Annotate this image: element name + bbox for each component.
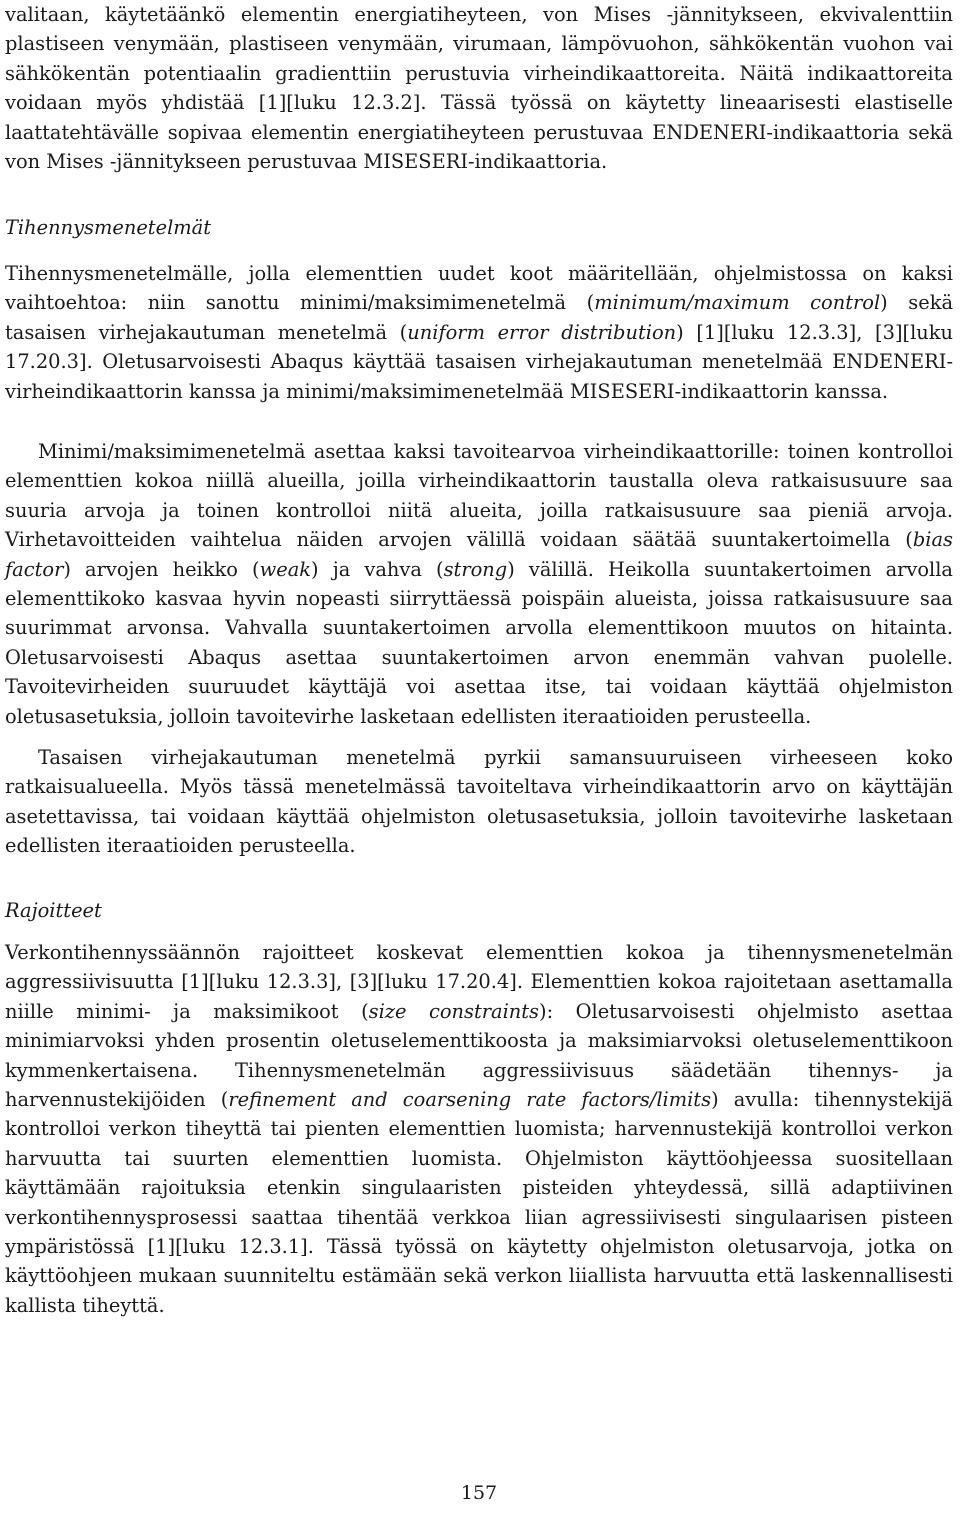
page-number: 157: [460, 1482, 498, 1504]
paragraph-uniform-error-method: [5, 743, 953, 861]
text-run: ) arvojen heikko (: [63, 557, 260, 581]
paragraph-constraints: [5, 938, 953, 1320]
text-run: Tasaisen virhejakautuman menetelmä pyrkii samansuuruiseen virheeseen koko ratkaisualueella. Myös tässä menetelmässä tavoiteltava virheindikaattorin arvo on käyttäjän asetettavissa, tai voidaan käyttää ohjelmiston oletusasetuksia, jolloin tavoitevirhe lasketaan edellisten iteraatioiden perusteella.: [5, 746, 953, 858]
text-run: ) avulla: tihennystekijä kontrolloi verkon tiheyttä tai pienten elementtien luomista; harvennustekijä kontrolloi verkon harvuutta tai suurten elementtien luomista. Ohjelmiston käyttöohjeessa suositellaan käyttämään rajoituksia etenkin singulaaristen pisteiden yhteydessä, sillä adaptiivinen verkontihennysprosessi saattaa tihentää verkkoa liian agressiivisesti singulaarisen pisteen ympäristössä [1][luku 12.3.1]. Tässä työssä on käytetty ohjelmiston oletusarvoja, jotka on käyttöohjeen mukaan suunniteltu estämään sekä verkon liiallista harvuutta että laskennallisesti kallista tiheyttä.: [5, 1088, 953, 1317]
text-run: ) sekä tasaisen virhejakautuman menetelmä (: [5, 291, 954, 344]
document-page: [5, 0, 953, 1514]
italic-term: uniform error distribution: [407, 320, 677, 344]
italic-term: weak: [259, 557, 312, 581]
paragraph-min-max-method: [5, 437, 953, 731]
italic-term: refinement and coarsening rate factors/limits: [228, 1088, 712, 1112]
text-run: Minimi/maksimimenetelmä asettaa kaksi tavoitearvoa virheindikaattorille: toinen kontrolloi elementtien kokoa niillä alueilla, joilla virheindikaattorin taustalla oleva ratkaisusuure saa suuria arvoja ja toinen kontrolloi niitä alueita, joilla ratkaisusuure saa pieniä arvoja. Virhetavoitteiden vaihtelua näiden arvojen välillä voidaan säätää suuntakertoimella (: [5, 440, 953, 552]
italic-term: strong: [443, 557, 508, 581]
text-run: Verkontihennyssäännön rajoitteet koskevat elementtien kokoa ja tihennysmenetelmän aggressiivisuutta [1][luku 12.3.3], [3][luku 17.20.4]. Elementtien kokoa rajoitetaan asettamalla niille minimi- ja maksimikoot (: [5, 941, 953, 1023]
text-run: ) [1][luku 12.3.3], [3][luku 17.20.3]. Oletusarvoisesti Abaqus käyttää tasaisen virhejakautuman menetelmää ENDENERI-virheindikaattorin kanssa ja minimi/maksimimenetelmää MISESERI-indikaattorin kanssa.: [5, 320, 953, 403]
section-heading-refinement-methods: Tihennysmenetelmät: [5, 216, 212, 239]
italic-term: size constraints: [368, 999, 540, 1023]
text-run: ) ja vahva (: [311, 557, 444, 581]
italic-term: bias factor: [5, 528, 953, 581]
italic-term: minimum/maximum control: [594, 291, 881, 315]
text-run: valitaan, käytetäänkö elementin energiatiheyteen, von Mises -jännitykseen, ekvivalenttiin plastiseen venymään, plastiseen venymään, virumaan, lämpövuohon, sähkökentän vuohon vai sähkökentän potentiaalin gradienttiin perustuvia virheindikaattoreita. Näitä indikaattoreita voidaan myös yhdistää [1][luku 12.3.2]. Tässä työssä on käytetty lineaarisesti elastiselle laattatehtävälle sopivaa elementin energiatiheyteen perustuvaa ENDENERI-indikaattoria sekä von Mises -jännitykseen perustuvaa MISESERI-indikaattoria.: [5, 3, 953, 174]
text-run: ) välillä. Heikolla suuntakertoimen arvolla elementtikoko kasvaa hyvin nopeasti siirryttäessä poispäin alueista, joissa ratkaisusuure saa suurimmat arvonsa. Vahvalla suuntakertoimen arvolla elementtikoon muutos on hitainta. Oletusarvoisesti Abaqus asettaa suuntakertoimen arvon enemmän vahvan puolelle. Tavoitevirheiden suuruudet käyttäjä voi asettaa itse, tai voidaan käyttää ohjelmiston oletusasetuksia, jolloin tavoitevirhe lasketaan edellisten iteraatioiden perusteella.: [5, 557, 953, 728]
section-heading-constraints: Rajoitteet: [5, 899, 102, 922]
text-run: Tihennysmenetelmälle, jolla elementtien uudet koot määritellään, ohjelmistossa on kaksi vaihtoehtoa: niin sanottu minimi/maksimimenetelmä (: [5, 262, 953, 315]
paragraph-refinement-methods: [5, 259, 953, 406]
paragraph-error-indicators: [5, 0, 953, 176]
text-run: ): Oletusarvoisesti ohjelmisto asettaa minimiarvoksi yhden prosentin oletuselementtikoosta ja maksimiarvoksi oletuselementtikoon kymmenkertaisena. Tihennysmenetelmän aggressiivisuus säädetään tihennys- ja harvennustekijöiden (: [5, 999, 953, 1112]
